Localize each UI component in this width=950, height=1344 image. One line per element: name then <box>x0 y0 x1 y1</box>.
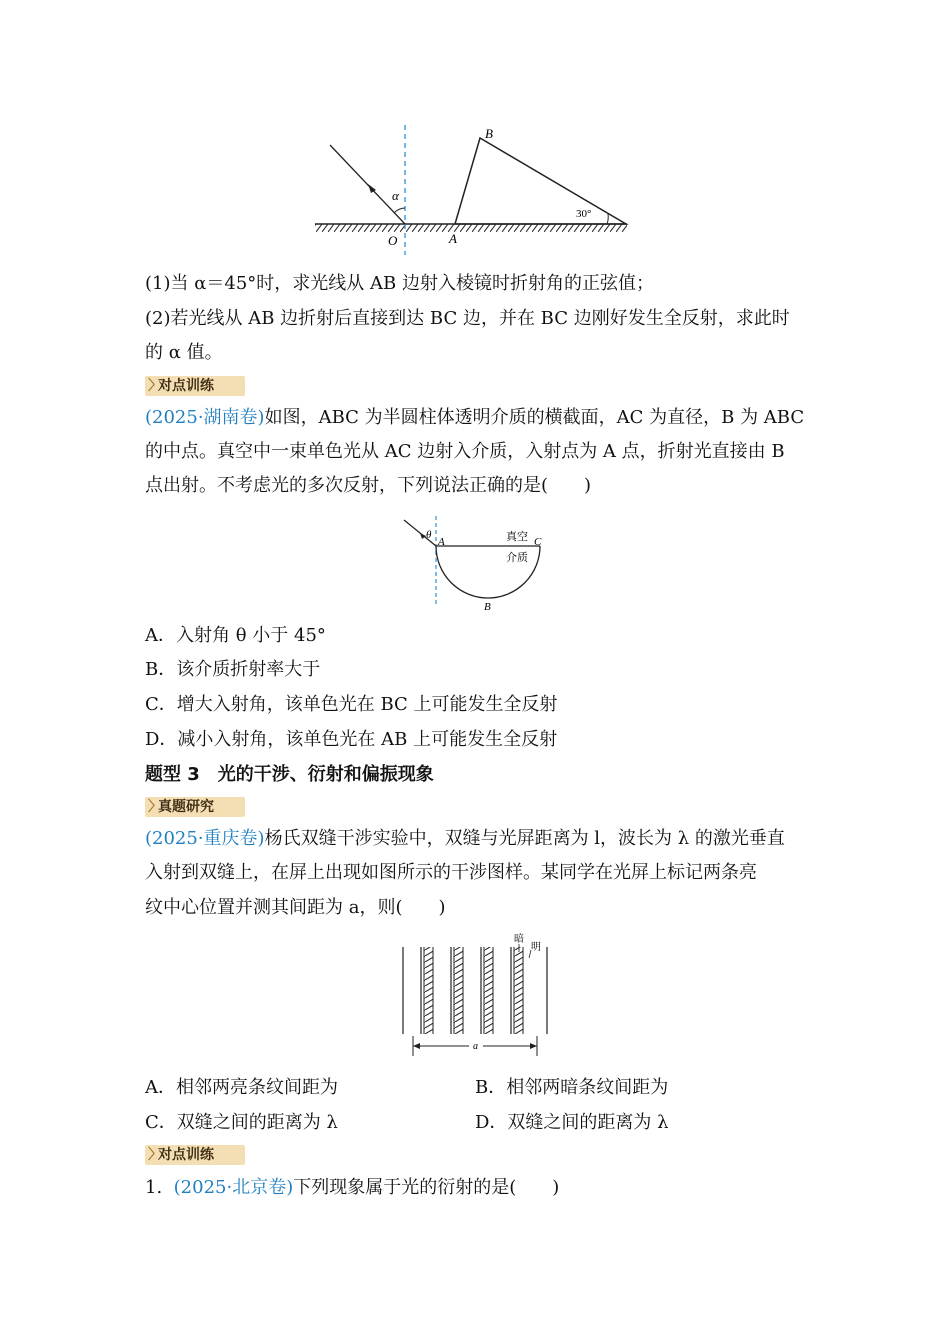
hunan-option-D: D．减小入射角，该单色光在 AB 上可能发生全反射 <box>145 729 558 750</box>
chongqing-line1 <box>145 827 785 851</box>
alpha-arc <box>394 208 405 213</box>
hunan-option-C: C．增大入射角，该单色光在 BC 上可能发生全反射 <box>145 694 558 715</box>
section-heading: 题型 3 光的干涉、衍射和偏振现象 <box>145 764 434 785</box>
real-question-tag <box>145 797 245 817</box>
label-dark: 暗 <box>514 934 524 945</box>
label-B: B <box>485 126 493 141</box>
prism-figure <box>310 120 640 255</box>
fringe-2 <box>451 947 463 1034</box>
fringe-1 <box>421 947 433 1034</box>
label-vacuum: 真空 <box>506 531 528 543</box>
fringe-4 <box>511 947 523 1034</box>
angle-arc <box>607 214 608 224</box>
chongqing-line3: 纹中心位置并测其间距为 a，则( ) <box>145 897 446 918</box>
tag-chevron-icon: 〉 <box>148 799 162 815</box>
label-a: a <box>473 1041 478 1052</box>
tag-label: 真题研究 <box>158 799 214 815</box>
label-C: C <box>534 536 542 548</box>
chongqing-option-A: A．相邻两亮条纹间距为 <box>145 1077 338 1098</box>
chongqing-option-D: D．双缝之间的距离为 λ <box>475 1112 669 1133</box>
chongqing-text: 杨氏双缝干涉实验中，双缝与光屏距离为 l，波长为 λ 的激光垂直 <box>264 828 785 849</box>
ground-hatch <box>315 224 627 232</box>
label-theta: θ <box>426 529 432 541</box>
chongqing-option-B: B．相邻两暗条纹间距为 <box>475 1077 669 1098</box>
hunan-text: 如图，ABC 为半圆柱体透明介质的横截面，AC 为直径，B 为 ABC <box>264 407 805 428</box>
label-O: O <box>388 233 398 248</box>
question-1: (1)当 α＝45°时，求光线从 AB 边射入棱镜时折射角的正弦值； <box>145 273 654 294</box>
label-bright: 明 <box>531 942 541 953</box>
tag-label: 对点训练 <box>158 378 214 394</box>
beijing-text: 下列现象属于光的衍射的是( ) <box>293 1177 560 1198</box>
chongqing-line2: 入射到双缝上，在屏上出现如图所示的干涉图样。某同学在光屏上标记两条亮 <box>145 862 757 883</box>
label-B-2: B <box>484 601 491 613</box>
fringe-3 <box>481 947 493 1034</box>
beijing-question <box>145 1176 559 1200</box>
label-A-2: A <box>438 536 445 548</box>
label-medium: 介质 <box>506 552 528 564</box>
hunan-option-B: B．该介质折射率大于 <box>145 659 321 680</box>
incident-ray <box>330 145 405 224</box>
label-alpha: α <box>392 188 399 203</box>
hunan-line2: 的中点。真空中一束单色光从 AC 边射入介质，入射点为 A 点，折射光直接由 B <box>145 441 785 462</box>
question-2-line1: (2)若光线从 AB 边折射后直接到达 BC 边，并在 BC 边刚好发生全反射，求此时 <box>145 308 790 329</box>
tag-label: 对点训练 <box>158 1147 214 1163</box>
label-30: 30° <box>576 208 592 220</box>
tag-chevron-icon: 〉 <box>148 378 162 394</box>
measure-arrow-left <box>413 1043 420 1049</box>
practice-tag-2 <box>145 1145 245 1165</box>
hunan-line3: 点出射。不考虑光的多次反射，下列说法正确的是( ) <box>145 475 592 496</box>
question-number: 1. <box>145 1177 163 1198</box>
semicircle-figure <box>398 514 558 614</box>
measure-arrow-right <box>530 1043 537 1049</box>
tag-chevron-icon: 〉 <box>148 1147 162 1163</box>
practice-tag-1 <box>145 376 245 396</box>
question-2-line2: 的 α 值。 <box>145 342 223 363</box>
chongqing-option-C: C．双缝之间的距离为 λ <box>145 1112 338 1133</box>
prism-triangle <box>455 138 626 224</box>
hunan-option-A: A．入射角 θ 小于 45° <box>145 625 326 646</box>
label-A: A <box>449 231 457 246</box>
source-chongqing: (2025·重庆卷) <box>145 828 265 849</box>
interference-figure <box>395 932 555 1062</box>
source-beijing: (2025·北京卷) <box>173 1177 294 1198</box>
hunan-line1 <box>145 406 804 430</box>
source-hunan: (2025·湖南卷) <box>145 407 265 428</box>
